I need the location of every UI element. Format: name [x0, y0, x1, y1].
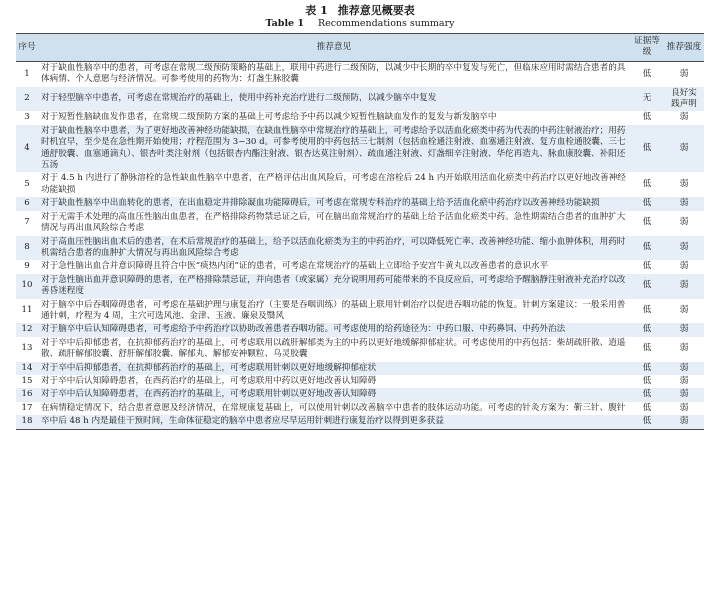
row-evidence: 低: [642, 217, 652, 228]
table-label-en: Table 1: [265, 18, 305, 29]
row-number: 12: [21, 324, 33, 335]
table-row: [16, 111, 704, 124]
table-row: [16, 375, 704, 388]
header-recommendation: 推荐意见: [38, 34, 630, 62]
row-number: 7: [24, 217, 30, 228]
row-strength: 弱: [679, 280, 689, 291]
row-evidence: 低: [642, 242, 652, 253]
table-row: [16, 260, 704, 273]
row-evidence: 低: [642, 402, 652, 413]
row-strength: 弱: [679, 112, 689, 123]
row-recommendation: 对于脑卒中后吞咽障碍患者，可考虑在基础护理与康复治疗（主要是吞咽训练）的基础上联用针刺治疗以促进吞咽功能的恢复。针刺方案建议：一般采用普通针刺，疗程为 4 周，主穴可选风池、金津、玉液、廉泉及翳风: [41, 299, 626, 321]
row-strength: 弱: [679, 142, 689, 153]
row-number: 2: [24, 93, 30, 104]
row-strength: 弱: [679, 198, 689, 209]
table-row: [16, 362, 704, 375]
table-row: [16, 299, 704, 324]
row-number: 15: [21, 375, 33, 386]
row-number: 16: [21, 389, 33, 400]
row-number: 9: [24, 261, 30, 272]
table-title-cn: 推荐意见概要表: [337, 4, 415, 17]
row-recommendation: 对于缺血性脑卒中出血转化的患者，在出血稳定并排除凝血功能障碍后，可考虑在常规专科治疗的基础上给予活血化瘀中药治疗以改善神经功能缺损: [41, 198, 600, 209]
row-number: 6: [24, 198, 30, 209]
header-evidence: 证据等级: [630, 34, 664, 62]
row-evidence: 低: [642, 179, 652, 190]
row-strength: 弱: [679, 324, 689, 335]
table-row: [16, 125, 704, 173]
header-number: 序号: [16, 34, 38, 62]
row-number: 5: [24, 179, 30, 190]
row-number: 1: [24, 68, 30, 79]
row-evidence: 低: [642, 324, 652, 335]
table-title-en: Recommendations summary: [318, 18, 455, 29]
row-recommendation: 对于高血压性脑出血术后的患者，在术后常规治疗的基础上，给予以活血化瘀类为主的中药治疗，可以降低死亡率、改善神经功能、缩小血肿体积，用药时机需结合患者的血肿扩大情况与再出血风险综合考虑: [41, 236, 626, 258]
row-strength: 弱: [679, 242, 689, 253]
row-evidence: 低: [642, 142, 652, 153]
table-row: [16, 337, 704, 362]
row-strength: 弱: [679, 375, 689, 386]
row-evidence: 低: [642, 375, 652, 386]
table-row: [16, 172, 704, 197]
table-row: [16, 197, 704, 210]
row-number: 13: [21, 343, 33, 354]
table-row: [16, 415, 704, 429]
row-evidence: 低: [642, 305, 652, 316]
table-figure: [16, 4, 704, 430]
table-row: [16, 274, 704, 299]
row-evidence: 低: [642, 343, 652, 354]
table-row: [16, 236, 704, 261]
row-number: 3: [24, 112, 30, 123]
row-strength: 弱: [679, 261, 689, 272]
row-evidence: 低: [642, 68, 652, 79]
row-recommendation: 对于无需手术处理的高血压性脑出血患者，在严格排除药物禁忌证之后，可在脑出血常规治疗的基础上给予活血化瘀类中药。急性期需结合患者的血肿扩大情况与再出血风险综合考虑: [41, 211, 626, 234]
row-number: 17: [21, 402, 33, 413]
row-recommendation: 对于急性脑出血并意识障碍的患者，在严格排除禁忌证，并向患者（或家属）充分说明用药可能带来的不良反应后，可考虑给予醒脑静注射液补充治疗以改善昏迷程度: [41, 274, 626, 297]
row-recommendation: 对于卒中后抑郁患者，在抗抑郁药治疗的基础上，可考虑联用针刺以更好地缓解抑郁症状: [41, 362, 377, 373]
table-row: [16, 402, 704, 415]
row-evidence: 低: [642, 198, 652, 209]
row-recommendation: 对于卒中后抑郁患者，在抗抑郁药治疗的基础上，可考虑联用以疏肝解郁类为主的中药以更好地缓解抑郁症状。可考虑使用的中药包括：柴胡疏肝散、逍遥散、疏肝解郁胶囊、舒肝解郁胶囊、解郁丸、解郁安神颗粒、乌灵胶囊: [41, 337, 626, 360]
table-row: [16, 87, 704, 112]
row-strength: 弱: [679, 362, 689, 373]
row-recommendation: 对于 4.5 h 内进行了静脉溶栓的急性缺血性脑卒中患者，在严格评估出血风险后，可考虑在溶栓后 24 h 内开始联用活血化瘀类中药治疗以更好地改善神经功能缺损: [41, 173, 626, 195]
row-recommendation: 对于缺血性脑卒中的患者，可考虑在常规二级预防策略的基础上，联用中药进行二级预防，以减少中长期的卒中复发与死亡，但临床应用时需结合患者的具体病情、个人意愿与经济情况。可参考使用的药物为：灯盏生脉胶囊: [41, 62, 626, 85]
row-strength: 弱: [679, 343, 689, 354]
header-strength: 推荐强度: [664, 34, 704, 62]
row-evidence: 低: [642, 389, 652, 400]
row-strength: 弱: [679, 68, 689, 79]
row-recommendation: 对于轻型脑卒中患者，可考虑在常规治疗的基础上，使用中药补充治疗进行二级预防，以减少脑卒中复发: [41, 93, 437, 104]
row-number: 14: [21, 362, 33, 373]
row-recommendation: 对于脑卒中后认知障碍患者，可考虑给予中药治疗以协助改善患者吞咽功能。可考虑使用的给药途径为：中药口服、中药鼻饲、中药外治法: [41, 324, 566, 335]
row-strength: 弱: [679, 389, 689, 400]
row-number: 18: [16, 415, 38, 429]
row-evidence: 低: [642, 112, 652, 123]
row-number: 4: [24, 142, 30, 153]
table-caption-en: [16, 18, 704, 30]
row-strength: 良好实践声明: [671, 87, 697, 110]
table-header-row: [16, 34, 704, 62]
table-caption-cn: [16, 4, 704, 18]
table-row: [16, 211, 704, 236]
row-evidence: 低: [642, 280, 652, 291]
row-recommendation: 在病情稳定情况下，结合患者意愿及经济情况，在常规康复基础上，可以使用针刺以改善脑卒中患者的肢体运动功能。可考虑的针灸方案为：靳三针、腹针: [41, 402, 626, 413]
row-strength: 弱: [679, 179, 689, 190]
table-label-cn: 表 1: [305, 4, 328, 17]
row-recommendation: 对于短暂性脑缺血发作患者，在常规二级预防方案的基础上可考虑给予中药以减少短暂性脑缺血发作的复发与新发脑卒中: [41, 112, 497, 123]
table-row: [16, 323, 704, 336]
row-strength: 弱: [679, 402, 689, 413]
table-row: [16, 388, 704, 401]
row-number: 11: [21, 305, 33, 316]
table-row: [16, 61, 704, 86]
row-recommendation: 对于缺血性脑卒中患者，为了更好地改善神经功能缺损，在缺血性脑卒中常规治疗的基础上，可考虑给予以活血化瘀类中药为代表的中药注射液治疗；用药时机宜早，至少是在急性期开始使用；疗程范围为 3~30 d。可参考使用的中药包括三七制剂（包括血栓通注射液、血塞通注射液、复方血栓通胶囊、三七通舒胶囊、血塞通滴丸）、银杏叶类注射剂（包括银杏内酯注射液、银杏达莫注射剂）、疏血通注射液、灯盏细辛注射液、华佗再造丸、脉血康胶囊、补阳还五汤: [41, 125, 626, 171]
row-recommendation: 对于卒中后认知障碍患者，在西药治疗的基础上，可考虑联用中药以更好地改善认知障碍: [41, 375, 377, 386]
row-evidence: 无: [642, 93, 652, 104]
row-strength: 弱: [679, 217, 689, 228]
row-recommendation: 卒中后 48 h 内是最佳干预时间，生命体征稳定的脑卒中患者应尽早运用针刺进行康复治疗以得到更多获益: [38, 415, 630, 429]
row-evidence: 低: [642, 362, 652, 373]
row-number: 8: [24, 242, 30, 253]
row-evidence: 低: [642, 261, 652, 272]
row-recommendation: 对于卒中后认知障碍患者，在西药治疗的基础上，可考虑联用针刺以更好地改善认知障碍: [41, 389, 377, 400]
recommendations-table: [16, 33, 704, 430]
row-strength: 弱: [679, 305, 689, 316]
row-recommendation: 对于急性脑出血合并意识障碍且符合中医“痰热内闭”证的患者，可考虑在常规治疗的基础上立即给予安宫牛黄丸以改善患者的意识水平: [41, 261, 549, 272]
row-number: 10: [21, 280, 33, 291]
row-strength: 弱: [664, 415, 704, 429]
row-evidence: 低: [630, 415, 664, 429]
